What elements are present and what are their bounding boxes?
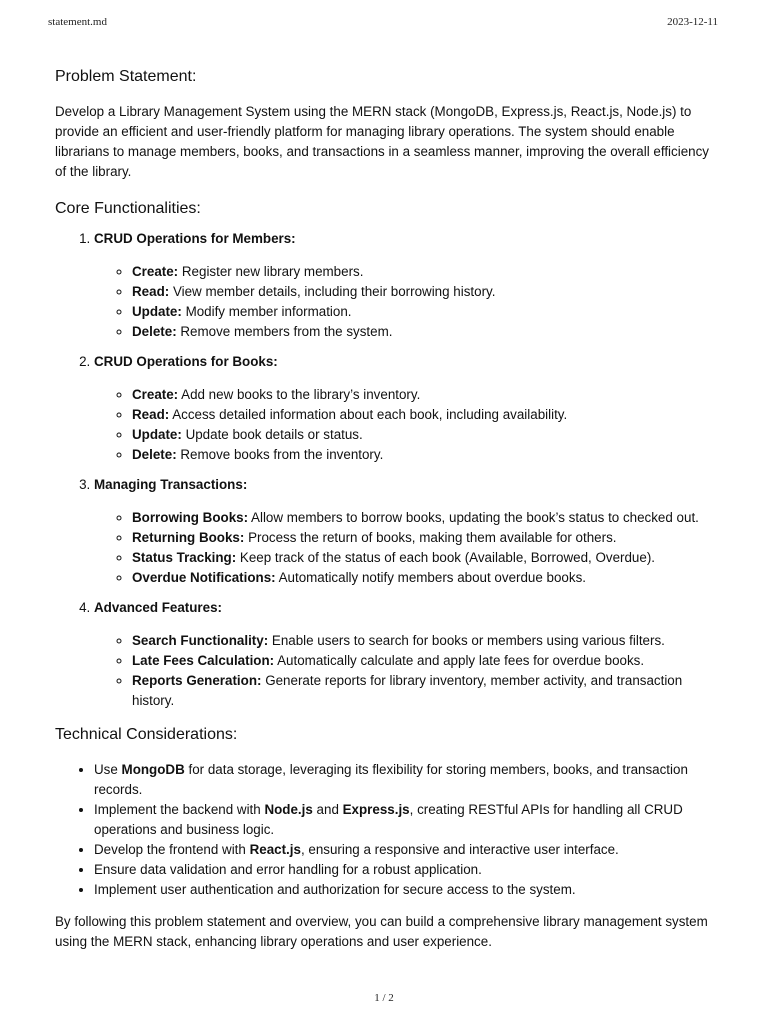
- list-item: [132, 425, 715, 445]
- item-text: Automatically calculate and apply late fees for overdue books.: [274, 653, 645, 668]
- item-text: Register new library members.: [178, 264, 364, 279]
- list-item: [94, 598, 715, 711]
- core-functionalities-heading: Core Functionalities:: [55, 200, 201, 217]
- technical-considerations-heading: Technical Considerations:: [55, 726, 238, 743]
- item-text: Process the return of books, making them available for others.: [244, 530, 617, 545]
- section-title: Advanced Features:: [94, 600, 222, 615]
- item-bold: MongoDB: [121, 762, 185, 777]
- list-item: [132, 548, 715, 568]
- sub-list: [94, 508, 715, 588]
- core-functionalities-list: [55, 229, 715, 711]
- item-label: Update:: [132, 304, 182, 319]
- problem-statement-text: Develop a Library Management System using the MERN stack (MongoDB, Express.js, React.js, Node.js) to provide an efficient and user-friendly platform for managing library operations. The system should enable librarians to manage members, books, and transactions in a seamless manner, improving the overall efficiency of the library.: [55, 104, 709, 179]
- list-item: [132, 385, 715, 405]
- item-text: Ensure data validation and error handling for a robust application.: [94, 862, 482, 877]
- item-label: Status Tracking:: [132, 550, 237, 565]
- item-text: , ensuring a responsive and interactive user interface.: [300, 842, 619, 857]
- item-bold: React.js: [249, 842, 301, 857]
- item-label: Read:: [132, 407, 170, 422]
- list-item: [132, 651, 715, 671]
- list-item: [132, 528, 715, 548]
- list-item: [132, 671, 715, 711]
- item-bold: Express.js: [342, 802, 410, 817]
- item-text: Add new books to the library’s inventory.: [178, 387, 421, 402]
- technical-considerations-list: [55, 760, 715, 900]
- closing-paragraph: By following this problem statement and overview, you can build a comprehensive library management system using the MERN stack, enhancing library operations and user experience.: [55, 914, 708, 949]
- item-text: for data storage, leveraging its flexibility for storing members, books, and transaction records.: [94, 762, 688, 797]
- list-item: [94, 800, 715, 840]
- item-text: and: [312, 802, 343, 817]
- section-title: CRUD Operations for Members:: [94, 231, 296, 246]
- page-number: 1 / 2: [374, 992, 394, 1004]
- item-label: Returning Books:: [132, 530, 245, 545]
- item-text: Enable users to search for books or members using various filters.: [268, 633, 665, 648]
- list-item: [94, 352, 715, 465]
- list-item: [132, 262, 715, 282]
- item-label: Create:: [132, 264, 179, 279]
- list-item: [132, 445, 715, 465]
- item-label: Update:: [132, 427, 182, 442]
- item-label: Delete:: [132, 324, 177, 339]
- item-label: Create:: [132, 387, 179, 402]
- list-item: [94, 475, 715, 588]
- item-text: Implement the backend with: [94, 802, 265, 817]
- item-label: Search Functionality:: [132, 633, 269, 648]
- list-item: [132, 405, 715, 425]
- item-label: Borrowing Books:: [132, 510, 249, 525]
- section-title: CRUD Operations for Books:: [94, 354, 278, 369]
- item-text: View member details, including their borrowing history.: [169, 284, 496, 299]
- problem-statement-heading: Problem Statement:: [55, 68, 197, 85]
- list-item: [132, 302, 715, 322]
- sub-list: [94, 631, 715, 711]
- item-text: Access detailed information about each book, including availability.: [169, 407, 568, 422]
- item-label: Read:: [132, 284, 170, 299]
- item-text: Develop the frontend with: [94, 842, 250, 857]
- item-label: Overdue Notifications:: [132, 570, 276, 585]
- list-item: [132, 568, 715, 588]
- list-item: [94, 880, 715, 900]
- section-title: Managing Transactions:: [94, 477, 248, 492]
- item-text: Remove members from the system.: [176, 324, 393, 339]
- item-text: Use: [94, 762, 122, 777]
- list-item: [132, 508, 715, 528]
- list-item: [132, 631, 715, 651]
- list-item: [94, 760, 715, 800]
- item-text: Update book details or status.: [181, 427, 363, 442]
- list-item: [94, 840, 715, 860]
- item-text: Remove books from the inventory.: [176, 447, 384, 462]
- document-body: [55, 64, 715, 952]
- list-item: [94, 229, 715, 342]
- item-label: Reports Generation:: [132, 673, 262, 688]
- item-text: Generate reports for library inventory, member activity, and transaction history.: [132, 673, 683, 708]
- item-text: Automatically notify members about overdue books.: [275, 570, 586, 585]
- item-text: Allow members to borrow books, updating the book’s status to checked out.: [248, 510, 699, 525]
- list-item: [132, 282, 715, 302]
- sub-list: [94, 262, 715, 342]
- list-item: [94, 860, 715, 880]
- item-text: Implement user authentication and authorization for secure access to the system.: [94, 882, 576, 897]
- item-text: Modify member information.: [181, 304, 352, 319]
- header-filename: statement.md: [48, 16, 107, 28]
- list-item: [132, 322, 715, 342]
- header-date: 2023-12-11: [667, 16, 718, 28]
- item-text: , creating RESTful APIs for handling all CRUD operations and business logic.: [94, 802, 683, 837]
- item-text: Keep track of the status of each book (Available, Borrowed, Overdue).: [236, 550, 655, 565]
- sub-list: [94, 385, 715, 465]
- item-label: Late Fees Calculation:: [132, 653, 275, 668]
- item-bold: Node.js: [264, 802, 313, 817]
- item-label: Delete:: [132, 447, 177, 462]
